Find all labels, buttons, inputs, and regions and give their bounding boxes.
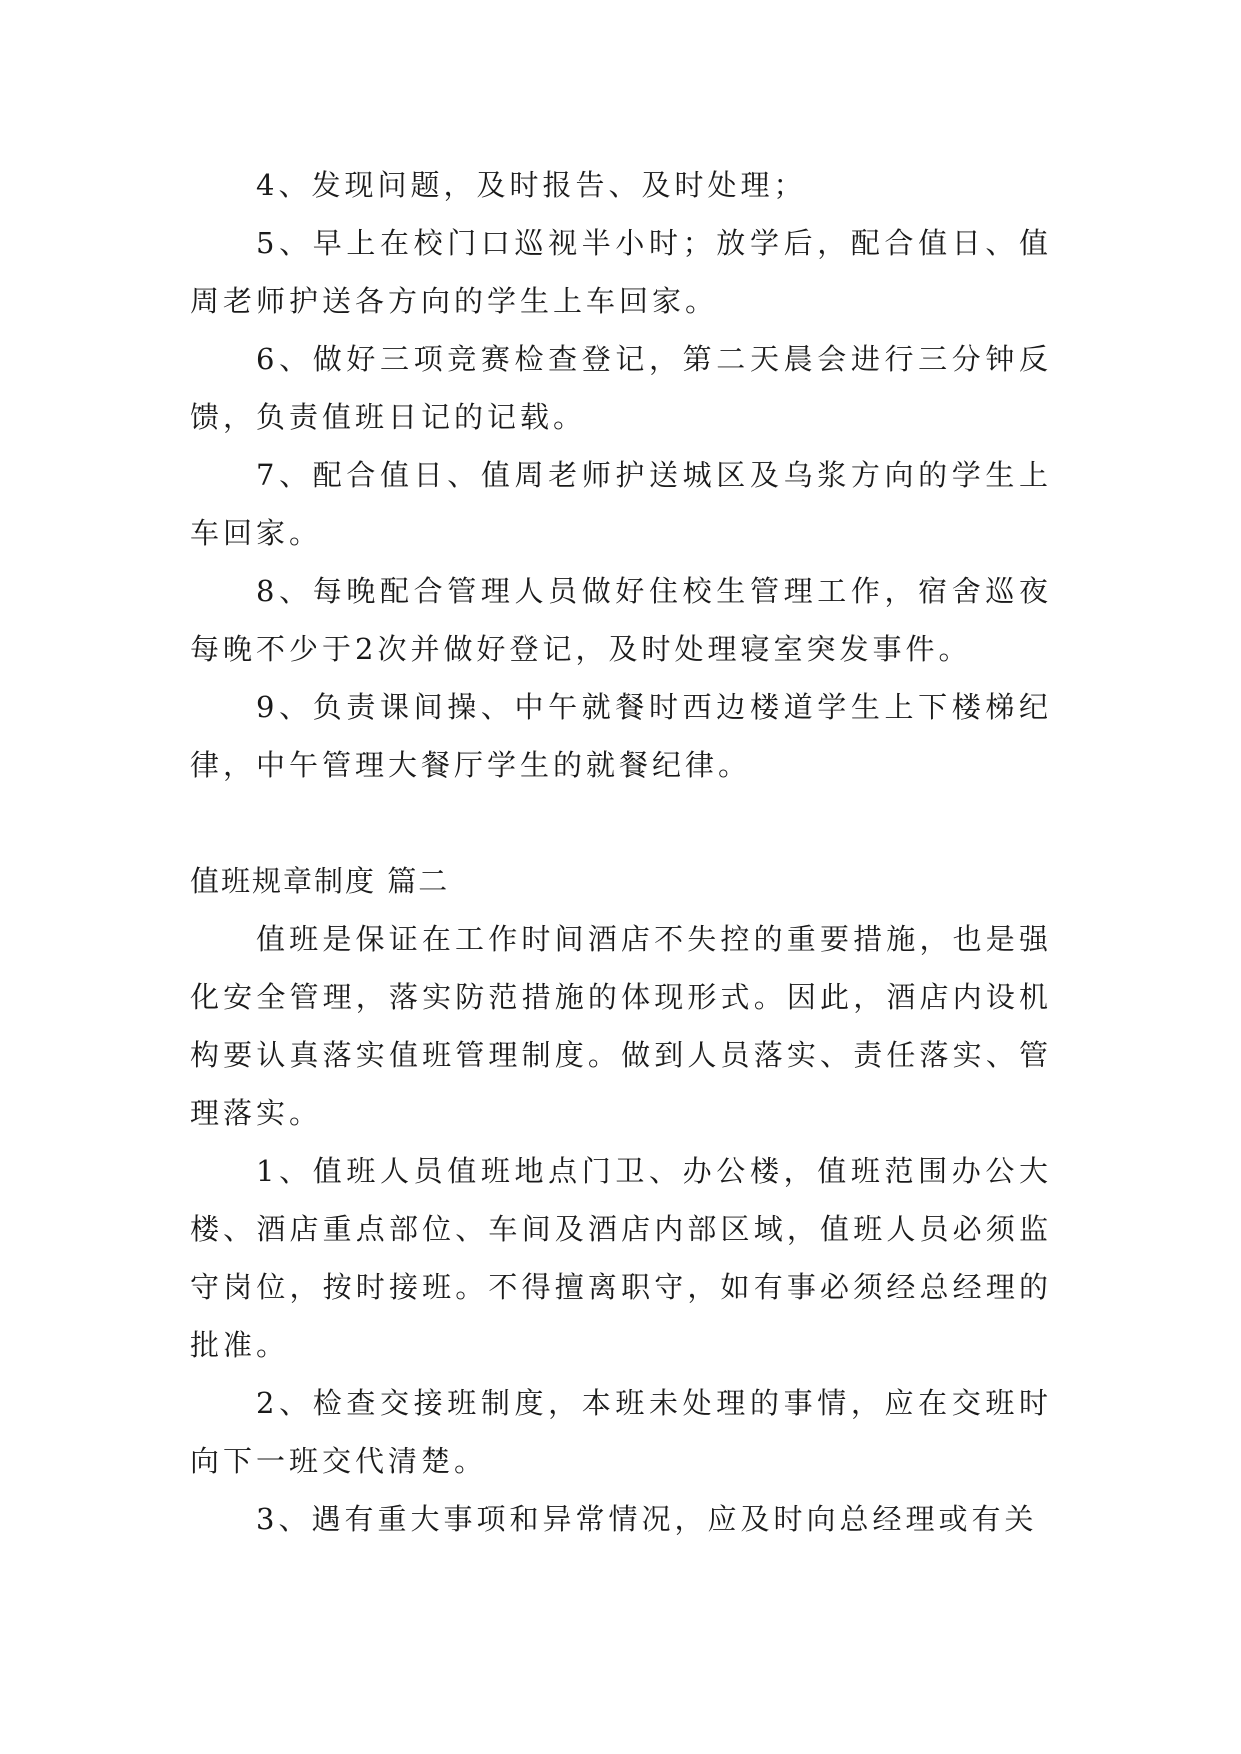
list-item: 3、遇有重大事项和异常情况，应及时向总经理或有关 [256, 1502, 1038, 1536]
list-item: 9、负责课间操、中午就餐时西边楼道学生上下楼梯纪律，中午管理大餐厅学生的就餐纪律。 [190, 690, 1052, 782]
list-item: 7、配合值日、值周老师护送城区及乌浆方向的学生上车回家。 [190, 458, 1052, 550]
section-heading: 值班规章制度 篇二 [190, 864, 450, 898]
list-item: 4、发现问题，及时报告、及时处理； [256, 168, 807, 202]
intro-paragraph: 值班是保证在工作时间酒店不失控的重要措施，也是强化安全管理，落实防范措施的体现形式。因此，酒店内设机构要认真落实值班管理制度。做到人员落实、责任落实、管理落实。 [190, 922, 1052, 1130]
list-item: 2、检查交接班制度，本班未处理的事情，应在交班时向下一班交代清楚。 [190, 1386, 1052, 1478]
list-item: 6、做好三项竞赛检查登记，第二天晨会进行三分钟反馈，负责值班日记的记载。 [190, 342, 1052, 434]
section-spacer [190, 794, 1052, 852]
list-item: 5、早上在校门口巡视半小时；放学后，配合值日、值周老师护送各方向的学生上车回家。 [190, 226, 1052, 318]
list-item: 1、值班人员值班地点门卫、办公楼，值班范围办公大楼、酒店重点部位、车间及酒店内部区域，值班人员必须监守岗位，按时接班。不得擅离职守，如有事必须经总经理的批准。 [190, 1154, 1052, 1362]
list-item: 8、每晚配合管理人员做好住校生管理工作，宿舍巡夜每晚不少于2次并做好登记，及时处理寝室突发事件。 [190, 574, 1052, 666]
document-body [190, 156, 1052, 1548]
